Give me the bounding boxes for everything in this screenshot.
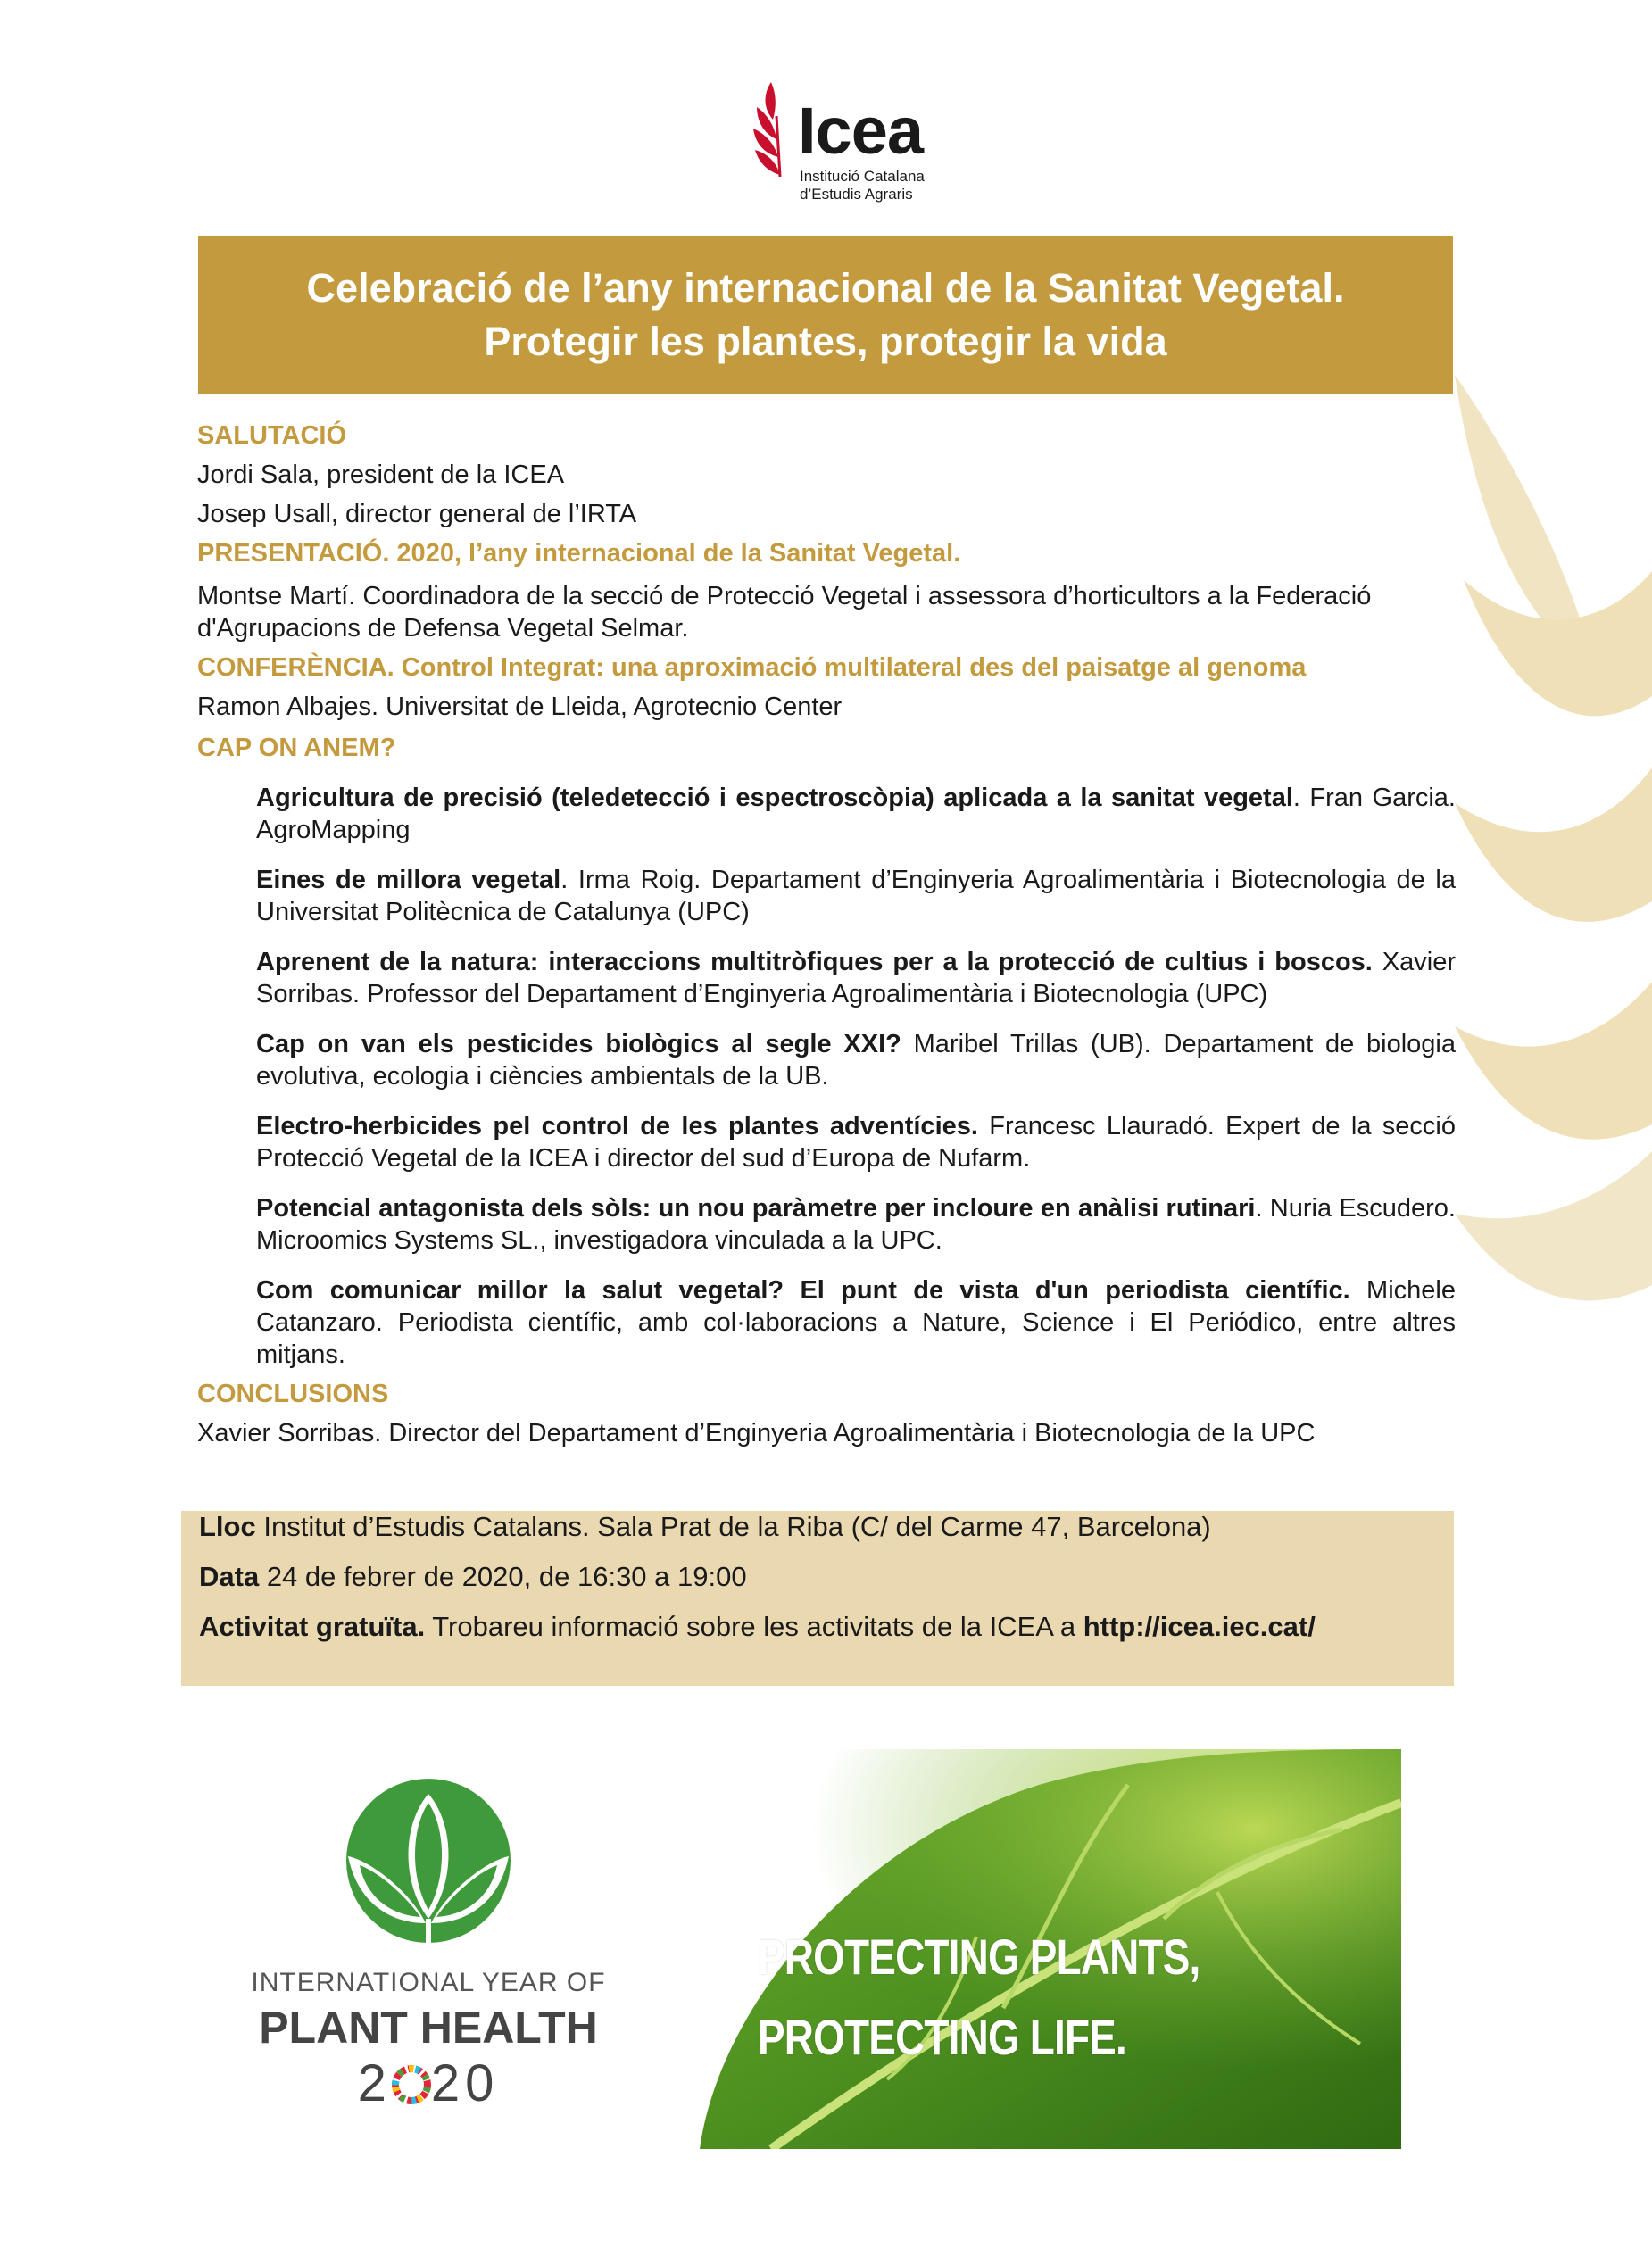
icea-url-link[interactable]: http://icea.iec.cat/ xyxy=(1083,1611,1316,1642)
logo-subtitle xyxy=(800,168,925,203)
talk-speaker: Michele Catanzaro. Periodista científic, amb col·laboracions a Nature, Science i El Periódico, entre altres mitjans. xyxy=(256,1276,1456,1369)
wheat-icon xyxy=(750,80,794,178)
presentacio-text: Montse Martí. Coordinadora de la secció de Protecció Vegetal i assessora d’horticultors a la Federació d'Agrupacions de Defensa Vegetal Selmar. xyxy=(197,582,1372,643)
talk-item xyxy=(256,1274,1456,1371)
talk-item xyxy=(256,864,1456,928)
talk-title: Agricultura de precisió (teledetecció i espectroscòpia) aplicada a la sanitat vegetal xyxy=(256,784,1293,812)
title-banner xyxy=(198,236,1453,394)
talk-title: Eines de millora vegetal xyxy=(256,866,561,894)
talk-list xyxy=(256,782,1456,1371)
venue-row xyxy=(199,1511,1211,1543)
talk-speaker: . Nuria Escudero. Microomics Systems SL., investigadora vinculada a la UPC. xyxy=(256,1194,1456,1255)
conclusions-heading: CONCLUSIONS xyxy=(197,1380,389,1408)
talk-speaker: Francesc Llauradó. Expert de la secció Protecció Vegetal de la ICEA i director del sud d’Europa de Nufarm. xyxy=(256,1112,1456,1173)
activity-label: Activitat gratuïta. xyxy=(199,1611,426,1642)
cap-on-heading: CAP ON ANEM? xyxy=(197,734,396,762)
conclusions-text: Xavier Sorribas. Director del Departament d’Enginyeria Agroalimentària i Biotecnologia de la UPC xyxy=(197,1419,1316,1448)
iyph-line2: PLANT HEALTH xyxy=(259,2003,598,2053)
talk-item xyxy=(256,1028,1456,1092)
talk-item xyxy=(256,782,1456,846)
sdg-wheel-icon xyxy=(392,2065,431,2104)
year-digits: 20 xyxy=(430,2054,500,2112)
talk-speaker: . Irma Roig. Departament d’Enginyeria Agroalimentària i Biotecnologia de la Universitat Politècnica de Catalunya (UPC) xyxy=(256,866,1456,926)
salutacio-speaker: Jordi Sala, president de la ICEA xyxy=(197,460,565,489)
salutacio-speaker: Josep Usall, director general de l’IRTA xyxy=(197,500,637,528)
salutacio-heading: SALUTACIÓ xyxy=(197,421,347,450)
logo-subtitle-line1: Institució Catalana xyxy=(800,168,925,185)
venue-text: Institut d’Estudis Catalans. Sala Prat de la Riba (C/ del Carme 47, Barcelona) xyxy=(255,1511,1211,1542)
logo-subtitle-line2: d’Estudis Agraris xyxy=(800,186,913,203)
title-line1: Celebració de l’any internacional de la Sanitat Vegetal. xyxy=(306,265,1345,311)
iyph-line1: INTERNATIONAL YEAR OF xyxy=(251,1968,606,1997)
iyph-year xyxy=(330,2054,527,2112)
date-label: Data xyxy=(199,1561,260,1592)
program-section xyxy=(197,419,1456,1449)
presentacio-heading: PRESENTACIÓ. 2020, l’any internacional de la Sanitat Vegetal. xyxy=(197,539,961,568)
slogan-line1: PROTECTING PLANTS, xyxy=(758,1929,1200,1985)
conferencia-heading: CONFERÈNCIA. Control Integrat: una aproximació multilateral des del paisatge al genoma xyxy=(197,653,1307,682)
talk-speaker: Xavier Sorribas. Professor del Departament d’Enginyeria Agroalimentària i Biotecnologia (UPC) xyxy=(256,948,1456,1008)
leaf-photo-banner xyxy=(664,1749,1401,2149)
activity-row xyxy=(199,1611,1316,1643)
talk-speaker: Maribel Trillas (UB). Departament de biologia evolutiva, ecologia i ciències ambientals de la UB. xyxy=(256,1030,1456,1091)
date-text: 24 de febrer de 2020, de 16:30 a 19:00 xyxy=(259,1561,747,1592)
talk-item xyxy=(256,946,1456,1010)
slogan-line2: PROTECTING LIFE. xyxy=(758,2009,1126,2065)
talk-title: Aprenent de la natura: interaccions multitròfiques per a la protecció de cultius i boscos. xyxy=(256,948,1373,976)
talk-speaker: . Fran Garcia. AgroMapping xyxy=(256,784,1456,844)
event-info-box xyxy=(181,1511,1454,1686)
activity-text: Trobareu informació sobre les activitats de la ICEA a xyxy=(425,1611,1083,1642)
plant-leaves-icon xyxy=(326,1776,531,1946)
talk-item xyxy=(256,1110,1456,1174)
venue-label: Lloc xyxy=(199,1511,256,1542)
talk-title: Electro-herbicides pel control de les plantes adventícies. xyxy=(256,1112,978,1141)
talk-item xyxy=(256,1192,1456,1257)
title-line2: Protegir les plantes, protegir la vida xyxy=(484,319,1167,364)
icea-logo xyxy=(750,80,955,214)
iyph-2020-logo xyxy=(241,1763,616,2111)
talk-title: Cap on van els pesticides biològics al segle XXI? xyxy=(256,1030,901,1058)
talk-title: Com comunicar millor la salut vegetal? El punt de vista d'un periodista científic. xyxy=(256,1276,1350,1305)
conferencia-text: Ramon Albajes. Universitat de Lleida, Agrotecnio Center xyxy=(197,693,843,721)
logo-wordmark: Icea xyxy=(798,94,924,168)
talk-title: Potencial antagonista dels sòls: un nou paràmetre per incloure en anàlisi rutinari xyxy=(256,1194,1256,1223)
date-row xyxy=(199,1561,747,1593)
year-digit: 2 xyxy=(357,2054,392,2112)
